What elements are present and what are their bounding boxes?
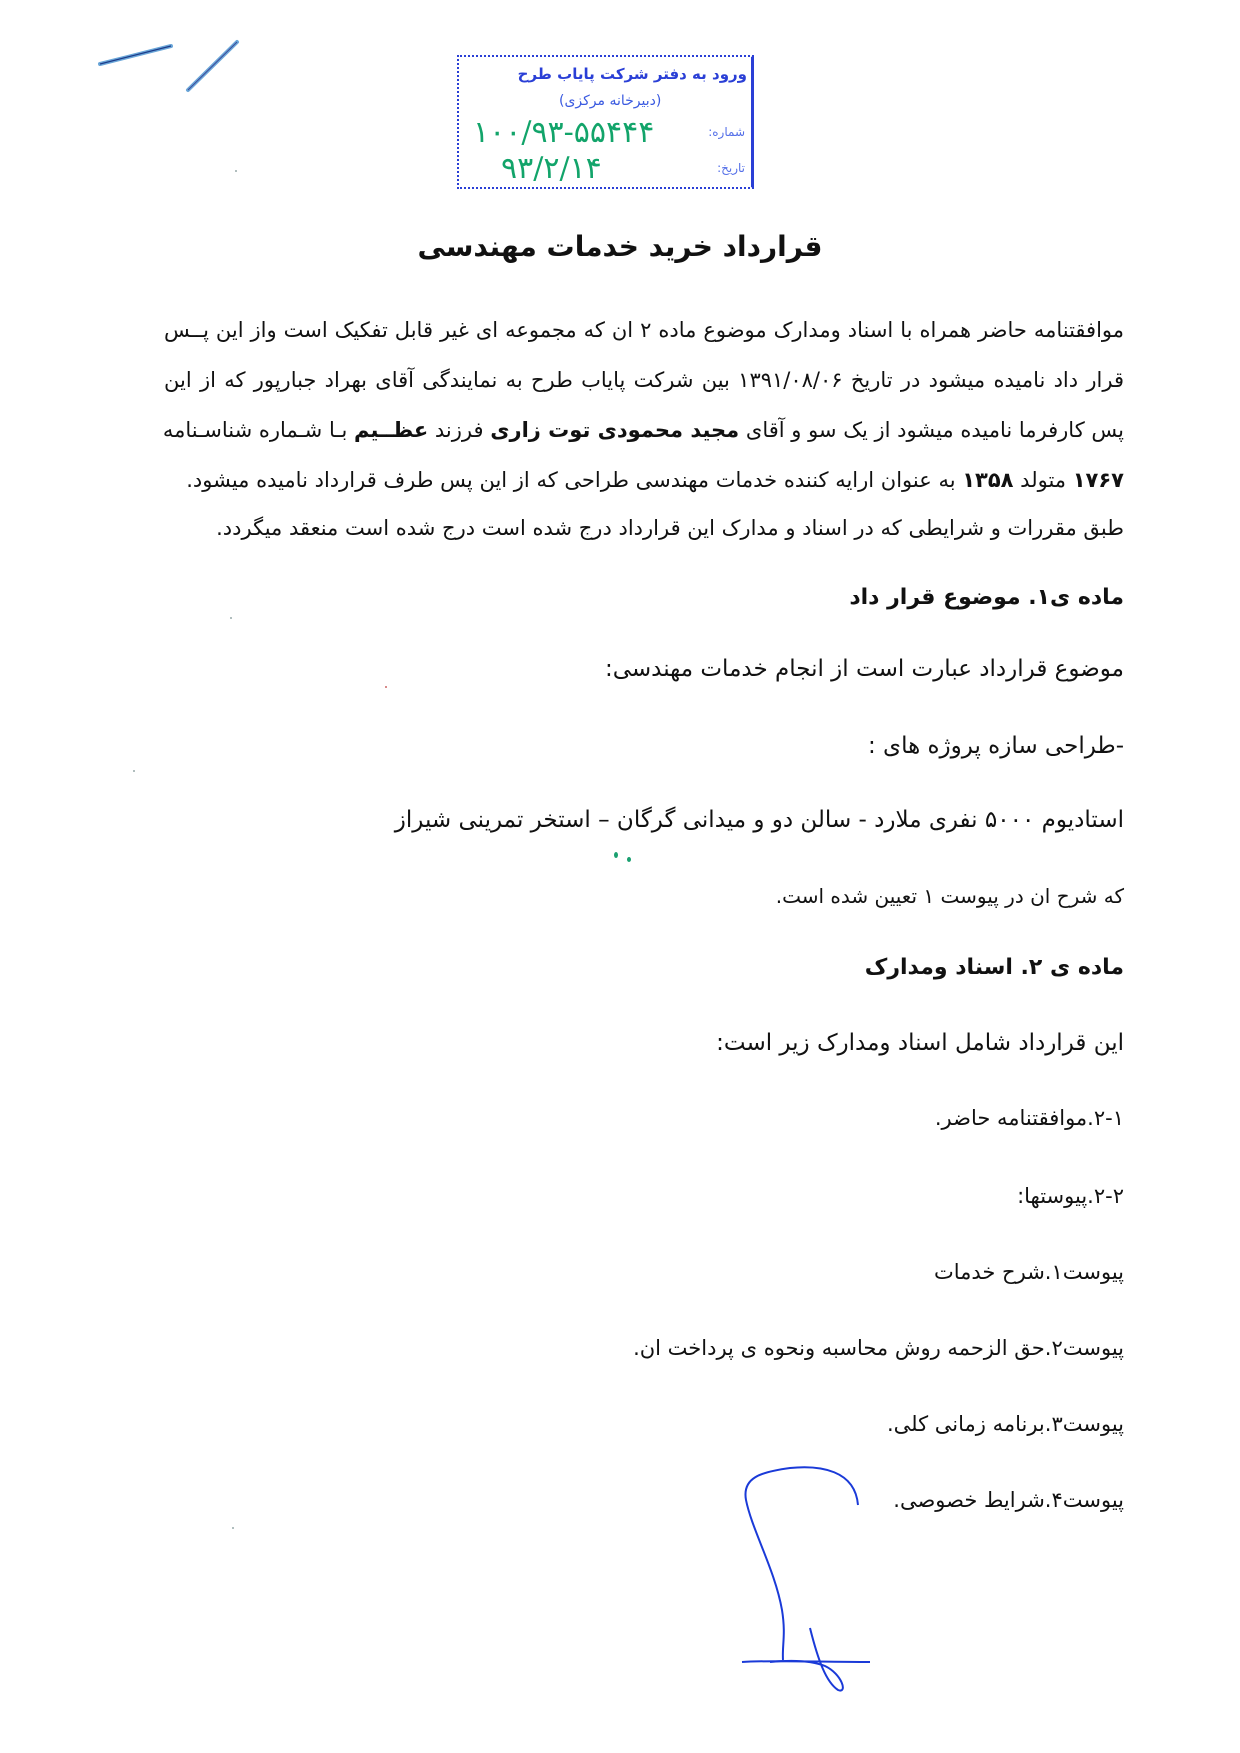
article-2-item: پیوست۳.برنامه زمانی کلی.: [886, 1412, 1124, 1436]
stamp-number-label: شماره:: [708, 125, 745, 139]
text-span: به عنوان ارایه کننده خدمات مهندسی طراحی که از این پس طرف قرارداد نامیده میشود.: [186, 468, 963, 492]
text-span: طبق مقررات و شرایطی که در اسناد و مدارک این قرارداد درج شده است درج شده است منعقد میگردد.: [216, 516, 1124, 540]
scan-speck: [385, 686, 387, 688]
stamp-number-value: ۱۰۰/۹۳-۵۵۴۴۴: [473, 115, 655, 150]
scan-speck: [232, 1527, 234, 1529]
article-2-item: پیوست۲.حق الزحمه روش محاسبه ونحوه ی پرداخت ان.: [633, 1336, 1124, 1360]
intro-line: [164, 468, 1124, 492]
signature-icon: [730, 1460, 910, 1700]
scan-speck: [230, 617, 232, 619]
ink-speck: [614, 852, 618, 858]
text-span: فرزند: [428, 418, 491, 442]
stamp-date-value: ۹۳/۲/۱۴: [501, 151, 602, 186]
article-2-item: ۲-۲.پیوستها:: [1017, 1184, 1124, 1208]
scan-speck: [235, 170, 237, 172]
bold-text: ۱۳۵۸: [962, 468, 1014, 492]
intro-line: [164, 368, 1124, 392]
registration-stamp: [457, 55, 754, 189]
intro-line: [164, 516, 1124, 540]
bold-text: ۱۷۶۷: [1072, 468, 1124, 492]
article-1-design-line: -طراحی سازه پروژه های :: [868, 733, 1124, 759]
scan-speck: [133, 770, 135, 772]
stamp-secretariat-label: (دبیرخانه مرکزی): [559, 93, 662, 109]
article-2-heading: ماده ی ۲. اسناد ومدارک: [864, 955, 1124, 980]
article-1-heading: ماده ی۱. موضوع قرار داد: [849, 585, 1124, 610]
stamp-office-label: ورود به دفتر شرکت پایاب طرح: [517, 65, 747, 83]
text-span: پس کارفرما نامیده میشود از یک سو و آقای: [739, 418, 1124, 442]
text-span: موافقتنامه حاضر همراه با اسناد ومدارک موضوع ماده ۲ ان که مجموعه ای غیر قابل تفکیک است واز این پــس: [164, 318, 1125, 342]
text-span: قرار داد نامیده میشود در تاریخ ۱۳۹۱/۰۸/۰۶ بین شرکت پایاب طرح به نمایندگی آقای بهراد جبارپور که از این: [164, 368, 1124, 392]
bold-text: مجید محمودی توت زاری: [490, 418, 740, 442]
bold-text: عظــیم: [354, 418, 429, 442]
intro-line: [164, 418, 1124, 442]
article-2-intro: این قرارداد شامل اسناد ومدارک زیر است:: [716, 1030, 1124, 1056]
article-2-item: پیوست۴.شرایط خصوصی.: [893, 1488, 1124, 1512]
article-1-projects: استادیوم ۵۰۰۰ نفری ملارد - سالن دو و میدانی گرگان – استخر تمرینی شیراز: [394, 807, 1124, 833]
article-2-item: ۲-۱.موافقتنامه حاضر.: [934, 1106, 1124, 1130]
stamp-date-label: تاریخ:: [717, 161, 745, 175]
text-span: بـا شـماره شناسـنامه: [162, 418, 355, 442]
article-1-note: که شرح ان در پیوست ۱ تعیین شده است.: [775, 884, 1124, 908]
ink-speck: [627, 857, 631, 862]
article-2-item: پیوست۱.شرح خدمات: [933, 1260, 1124, 1284]
intro-line: [164, 318, 1124, 342]
text-span: متولد: [1013, 468, 1073, 492]
pen-strokes-icon: [95, 38, 255, 98]
document-title: قرارداد خرید خدمات مهندسی: [417, 230, 823, 263]
article-1-subject: موضوع قرارداد عبارت است از انجام خدمات مهندسی:: [604, 656, 1124, 682]
